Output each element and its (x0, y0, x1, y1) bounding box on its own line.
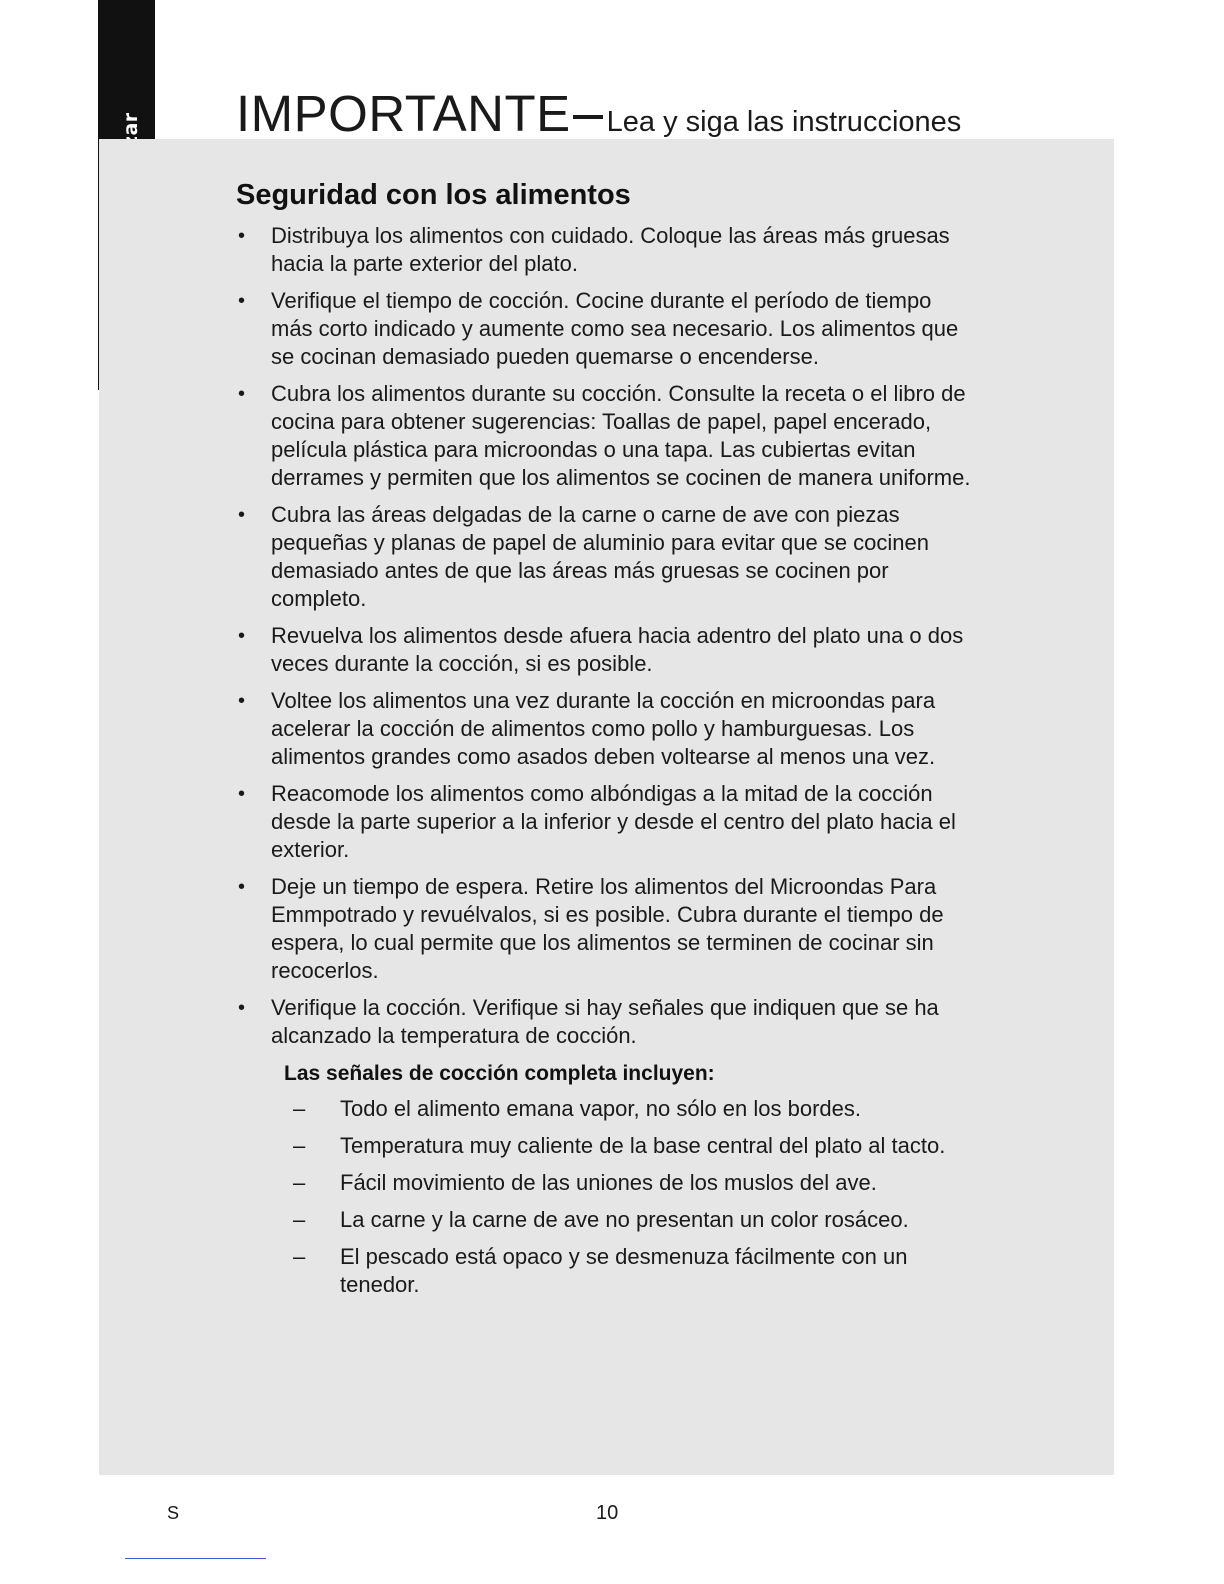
list-item-text: Distribuya los alimentos con cuidado. Coloque las áreas más gruesas hacia la parte exterior del plato. (271, 223, 950, 276)
sign-item (236, 1095, 976, 1123)
page-subtitle: Lea y siga las instrucciones (606, 106, 962, 138)
list-item (236, 501, 976, 613)
bullet-icon: • (238, 225, 246, 247)
list-item (236, 287, 976, 371)
bullet-list (236, 222, 976, 1050)
sign-item-text: Todo el alimento emana vapor, no sólo en los bordes. (340, 1096, 861, 1121)
sign-item (236, 1206, 976, 1234)
list-item-text: Voltee los alimentos una vez durante la cocción en microondas para acelerar la cocción de alimentos como pollo y hamburguesas. Los alimentos grandes como asados deben voltearse al menos una vez. (271, 688, 936, 769)
sign-item (236, 1243, 976, 1299)
bullet-icon: • (238, 625, 246, 647)
page-header (236, 85, 962, 142)
list-item-text: Cubra las áreas delgadas de la carne o carne de ave con piezas pequeñas y planas de papel de aluminio para evitar que se cocinen demasiado antes de que las áreas más gruesas se cocinen por completo. (271, 502, 930, 611)
list-item (236, 994, 976, 1050)
dash-icon: – (293, 1207, 306, 1232)
page-title: IMPORTANTE (236, 85, 571, 142)
list-item-text: Verifique la cocción. Verifique si hay señales que indiquen que se ha alcanzado la temperatura de cocción. (271, 995, 939, 1048)
bullet-icon: • (238, 876, 246, 898)
footer-rule (125, 1558, 266, 1559)
list-item-text: Cubra los alimentos durante su cocción. Consulte la receta o el libro de cocina para obtener sugerencias: Toallas de papel, papel encerado, película plástica para microondas o una tapa. Las cubiertas evitan derrames y permiten que los alimentos se cocinen de manera uniforme. (271, 381, 971, 490)
list-item (236, 687, 976, 771)
list-item-text: Reacomode los alimentos como albóndigas a la mitad de la cocción desde la parte superior a la inferior y desde el centro del plato hacia el exterior. (271, 781, 956, 862)
dash-icon: – (293, 1096, 306, 1121)
dash-icon: – (293, 1133, 306, 1158)
bullet-icon: • (238, 997, 246, 1019)
bullet-icon: • (238, 290, 246, 312)
bullet-icon: • (238, 504, 246, 526)
list-item (236, 873, 976, 985)
bullet-icon: • (238, 783, 246, 805)
sign-item (236, 1132, 976, 1160)
bullet-icon: • (238, 690, 246, 712)
list-item (236, 222, 976, 278)
page-number: 10 (596, 1502, 619, 1524)
sign-item (236, 1169, 976, 1197)
sign-item-text: La carne y la carne de ave no presentan un color rosáceo. (340, 1207, 909, 1232)
list-item-text: Deje un tiempo de espera. Retire los alimentos del Microondas Para Emmpotrado y revuélvalos, si es posible. Cubra durante el tiempo de espera, lo cual permite que los alimentos se terminen de cocinar sin recocerlos. (271, 874, 944, 983)
signs-subheading: Las señales de cocción completa incluyen: (284, 1062, 715, 1085)
footer-language-code: S (167, 1503, 180, 1523)
list-item-text: Verifique el tiempo de cocción. Cocine durante el período de tiempo más corto indicado y aumente como sea necesario. Los alimentos que se cocinan demasiado pueden quemarse o encenderse. (271, 288, 959, 369)
bullet-icon: • (238, 383, 246, 405)
title-separator (573, 115, 603, 119)
dash-icon: – (293, 1244, 306, 1269)
list-item-text: Revuelva los alimentos desde afuera hacia adentro del plato una o dos veces durante la cocción, si es posible. (271, 623, 964, 676)
list-item (236, 622, 976, 678)
sign-item-text: Temperatura muy caliente de la base central del plato al tacto. (340, 1133, 946, 1158)
list-item (236, 780, 976, 864)
sign-item-text: El pescado está opaco y se desmenuza fácilmente con un tenedor. (340, 1244, 908, 1297)
list-item (236, 380, 976, 492)
dash-icon: – (293, 1170, 306, 1195)
section-title: Seguridad con los alimentos (236, 179, 631, 211)
sign-item-text: Fácil movimiento de las uniones de los muslos del ave. (340, 1170, 877, 1195)
content (236, 176, 976, 1308)
signs-list (236, 1095, 976, 1299)
